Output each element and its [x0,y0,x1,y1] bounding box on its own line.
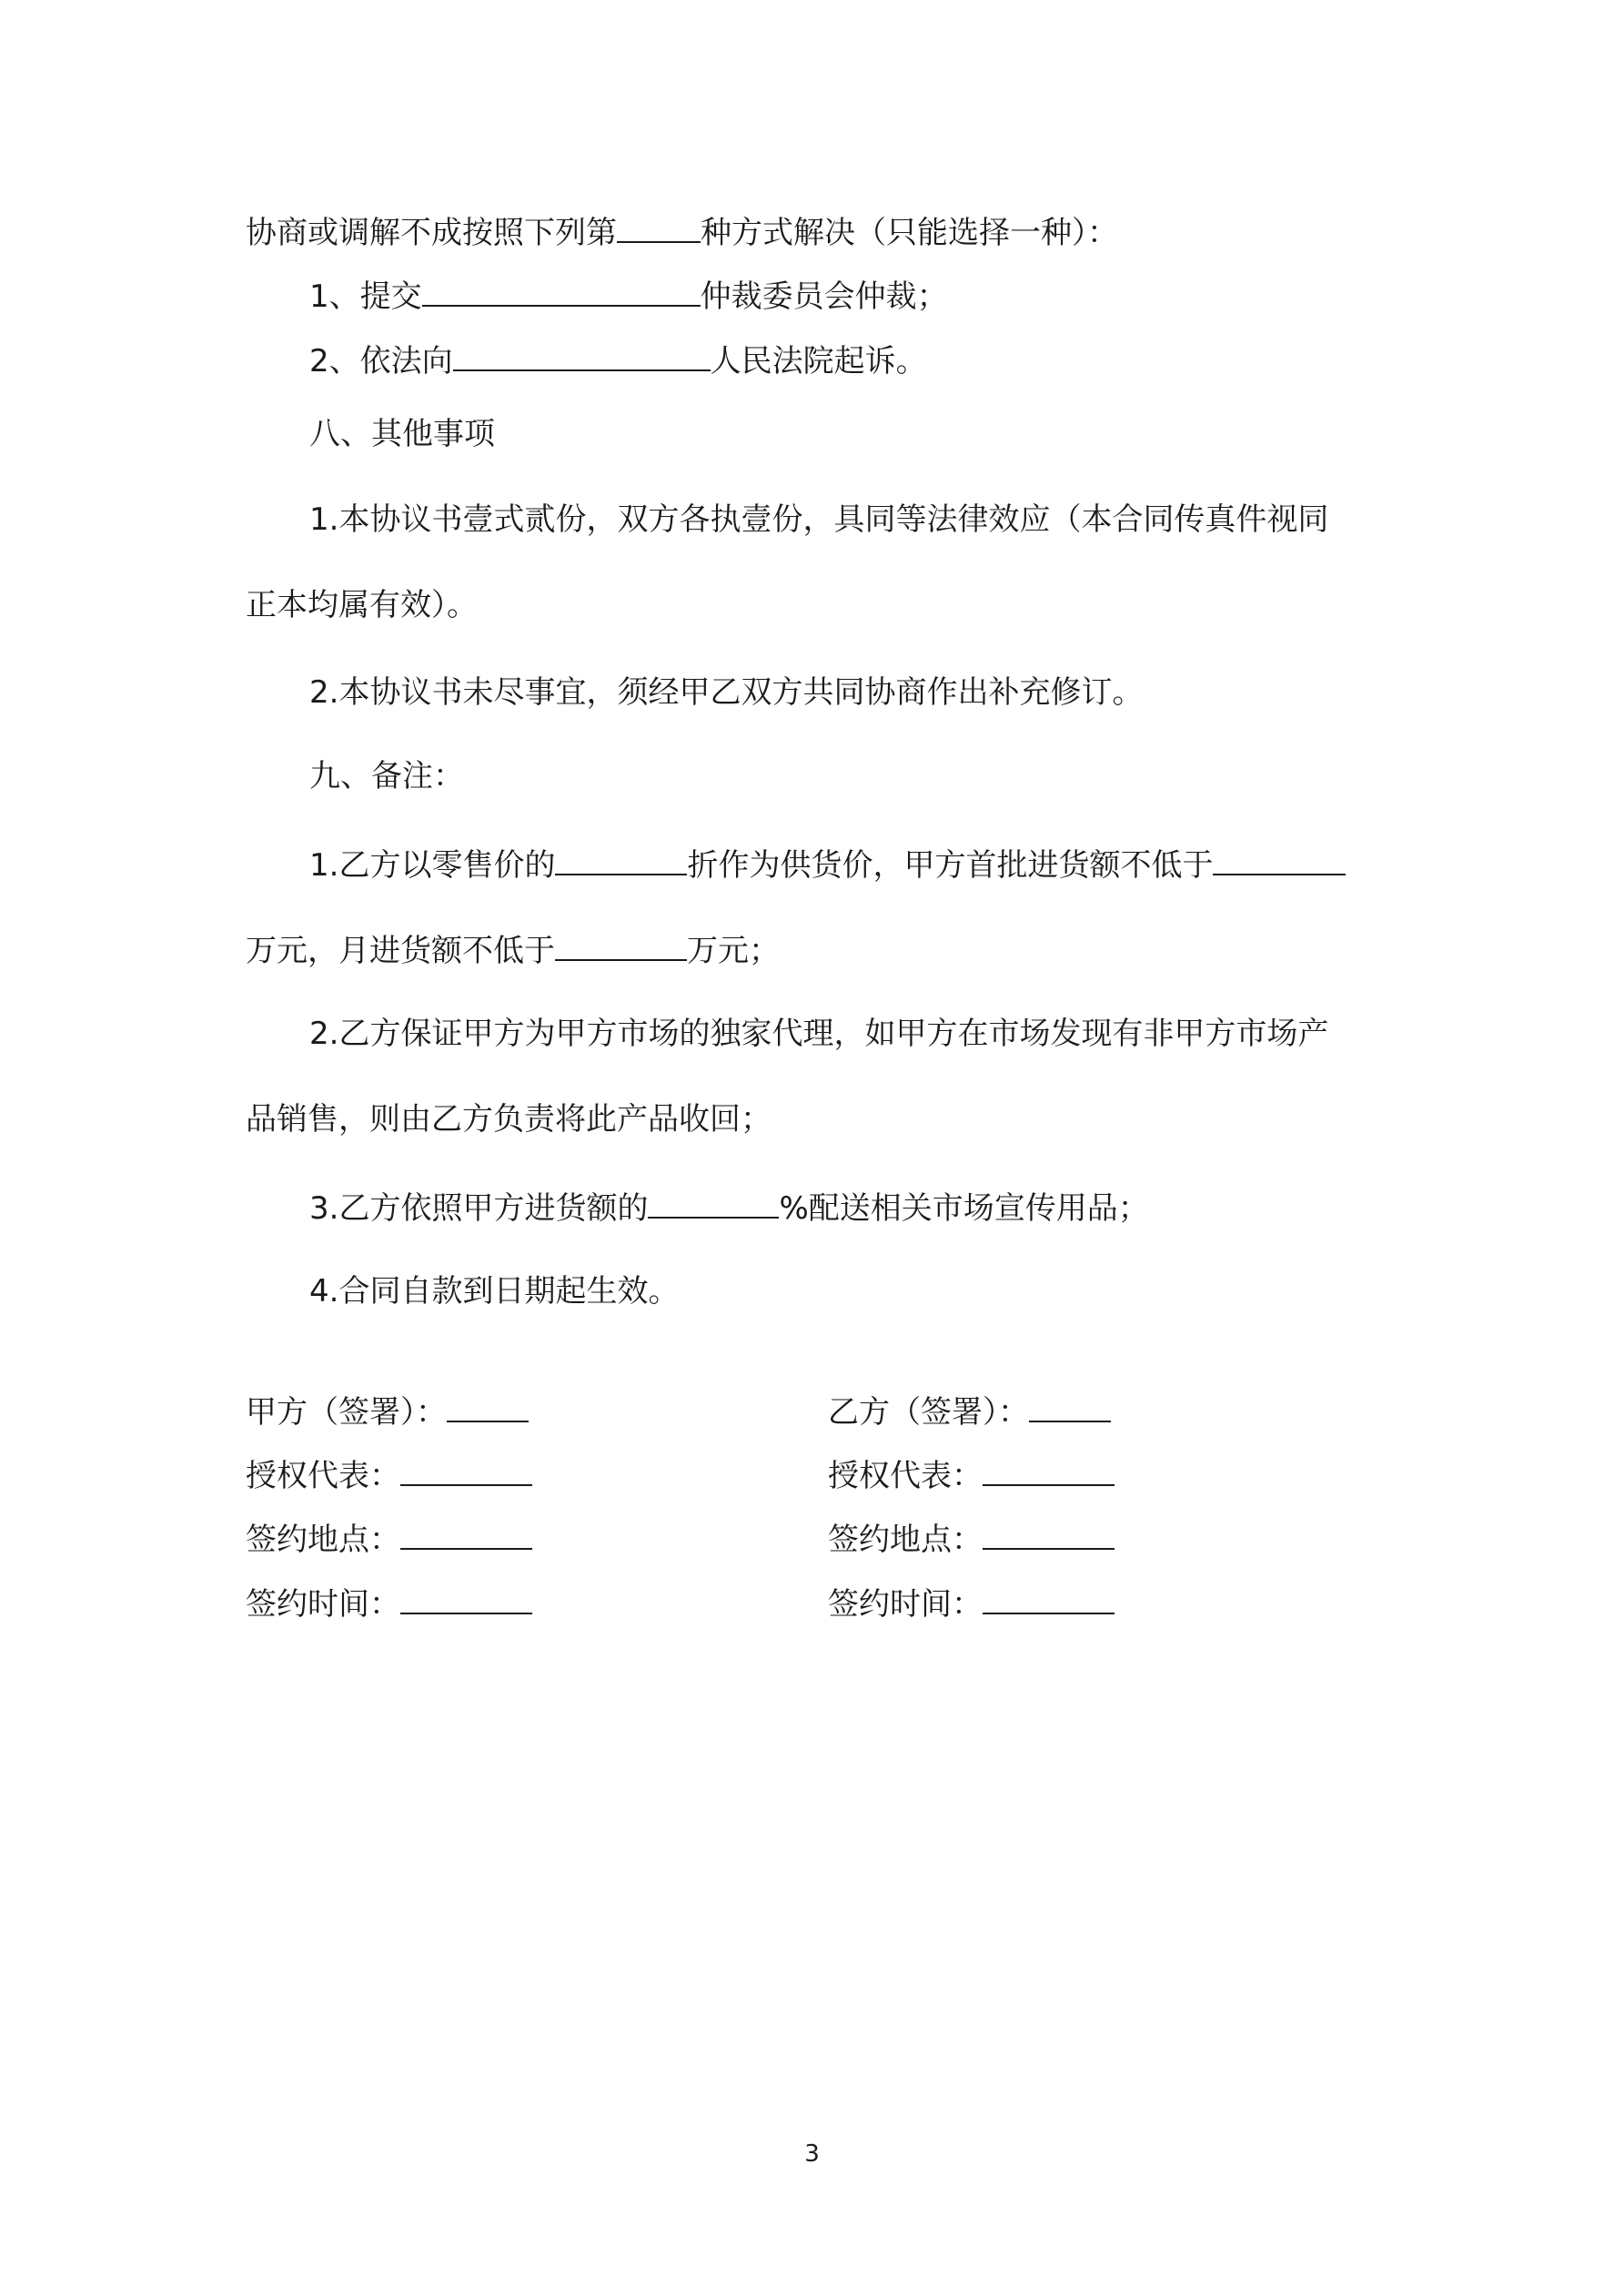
arbitration-committee-blank[interactable] [422,274,701,307]
party-b-rep-row [828,1453,1115,1496]
party-a-rep-label: 授权代表： [246,1458,400,1494]
dispute-option-1 [309,274,948,317]
party-a-rep-row [246,1453,532,1496]
method-choice-blank[interactable] [617,210,701,243]
option-1-text: 1、提交 [309,278,422,315]
party-a-time-blank[interactable] [400,1582,532,1614]
party-a-place-label: 签约地点： [246,1522,400,1558]
dispute-lead-line [246,210,1118,253]
party-a-time-row [246,1582,532,1624]
party-a-sign-blank[interactable] [447,1390,529,1422]
party-a-sign-row [246,1390,529,1432]
remark-3-text-a: 3.乙方依照甲方进货额的 [309,1190,649,1227]
option-2-text: 2、依法向 [309,343,453,379]
other-item-1-line-1: 1.本协议书壹式贰份，双方各执壹份，具同等法律效应（本合同传真件视同 [309,501,1329,538]
section-9-heading: 九、备注： [309,758,464,794]
page-number: 3 [804,2140,820,2168]
remark-3 [309,1186,1149,1229]
party-a-rep-blank[interactable] [400,1453,532,1486]
party-b-time-label: 签约时间： [828,1586,983,1623]
party-a-place-row [246,1517,532,1560]
remark-1-line-2 [246,928,780,971]
option-1-text-end: 仲裁委员会仲裁； [700,278,948,315]
party-b-place-label: 签约地点： [828,1522,983,1558]
court-blank[interactable] [453,339,711,371]
other-item-1-line-2: 正本均属有效）。 [246,587,478,623]
dispute-lead-text: 协商或调解不成按照下列第 [246,215,617,251]
discount-blank[interactable] [555,843,687,875]
party-b-rep-blank[interactable] [983,1453,1115,1486]
party-b-place-blank[interactable] [983,1517,1115,1550]
party-b-time-row [828,1582,1115,1624]
section-8-heading: 八、其他事项 [309,416,495,452]
remark-4: 4.合同自款到日期起生效。 [309,1273,680,1310]
monthly-amount-blank[interactable] [555,928,687,961]
party-a-place-blank[interactable] [400,1517,532,1550]
party-b-sign-row [828,1390,1111,1432]
party-a-time-label: 签约时间： [246,1586,400,1623]
party-b-rep-label: 授权代表： [828,1458,983,1494]
remark-2-line-2: 品销售，则由乙方负责将此产品收回； [246,1101,772,1138]
party-a-sign-label: 甲方（签署）： [246,1394,447,1431]
dispute-lead-text-end: 种方式解决（只能选择一种）： [701,215,1118,251]
remark-1-text-b: 折作为供货价，甲方首批进货额不低于 [687,847,1214,884]
dispute-option-2 [309,339,927,381]
remark-1-text-a: 1.乙方以零售价的 [309,847,556,884]
party-b-sign-blank[interactable] [1029,1390,1111,1422]
remark-1-text-c: 万元，月进货额不低于 [246,933,555,969]
remark-2-line-1: 2.乙方保证甲方为甲方市场的独家代理，如甲方在市场发现有非甲方市场产 [309,1016,1329,1052]
first-order-amount-blank[interactable] [1213,843,1346,875]
option-2-text-end: 人民法院起诉。 [710,343,927,379]
remark-1-line-1 [309,843,1346,885]
party-b-place-row [828,1517,1115,1560]
other-item-2: 2.本协议书未尽事宜，须经甲乙双方共同协商作出补充修订。 [309,674,1144,711]
promo-percent-blank[interactable] [648,1186,779,1219]
remark-3-text-b: %配送相关市场宣传用品； [779,1190,1149,1227]
party-b-sign-label: 乙方（签署）： [828,1394,1029,1431]
remark-1-text-d: 万元； [687,933,780,969]
party-b-time-blank[interactable] [983,1582,1115,1614]
